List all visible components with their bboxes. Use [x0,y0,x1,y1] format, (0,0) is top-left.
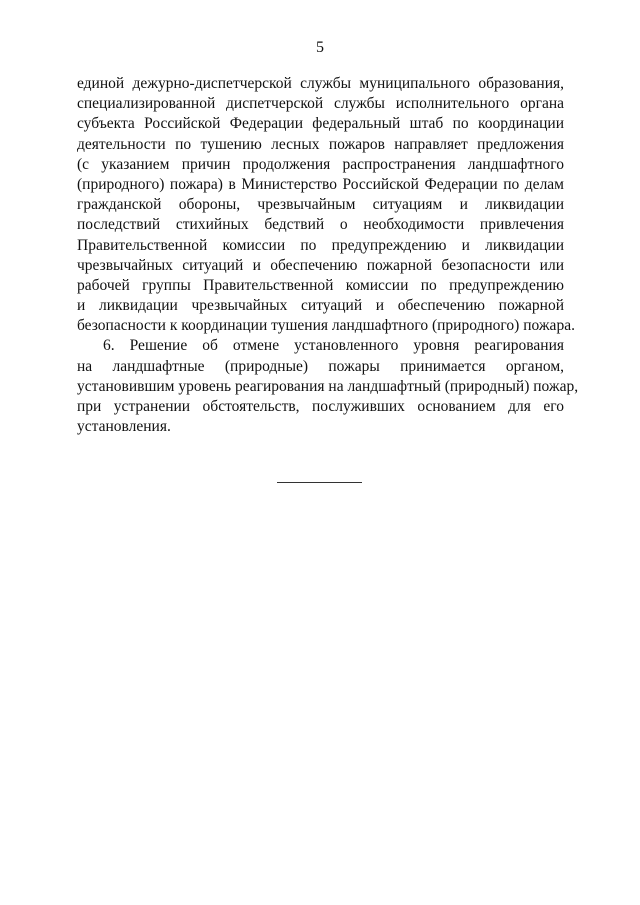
text-line: гражданской обороны, чрезвычайным ситуациям и ликвидации [77,196,564,214]
text-line: субъекта Российской Федерации федеральный штаб по координации [77,115,564,133]
text-line: чрезвычайных ситуаций и обеспечению пожарной безопасности или [77,256,564,274]
text-line: и ликвидации чрезвычайных ситуаций и обеспечению пожарной [77,297,564,315]
text-line: Правительственной комиссии по предупреждению и ликвидации [77,236,564,254]
text-line: установления. [77,418,171,436]
text-line: установившим уровень реагирования на ландшафтный (природный) пожар, [77,377,579,395]
text-line: (с указанием причин продолжения распространения ландшафтного [77,155,564,173]
text-line: специализированной диспетчерской службы исполнительного органа [77,95,564,113]
text-line: (природного) пожара) в Министерство Российской Федерации по делам [77,175,564,193]
document-body [77,74,579,437]
text-line: на ландшафтные (природные) пожары принимается органом, [77,357,564,375]
text-line: безопасности к координации тушения ландшафтного (природного) пожара. [77,317,575,335]
text-line: деятельности по тушению лесных пожаров направляет предложения [77,135,564,153]
text-line: последствий стихийных бедствий о необходимости привлечения [77,216,564,234]
paragraph-2 [77,336,579,437]
text-line: единой дежурно-диспетчерской службы муниципального образования, [77,75,564,92]
end-separator-line [277,482,362,483]
text-line: 6. Решение об отмене установленного уровня реагирования [103,337,564,355]
page-number: 5 [316,39,324,56]
text-line: рабочей группы Правительственной комиссии по предупреждению [77,276,564,294]
paragraph-1 [77,74,575,336]
text-line: при устранении обстоятельств, послуживших основанием для его [77,398,564,415]
